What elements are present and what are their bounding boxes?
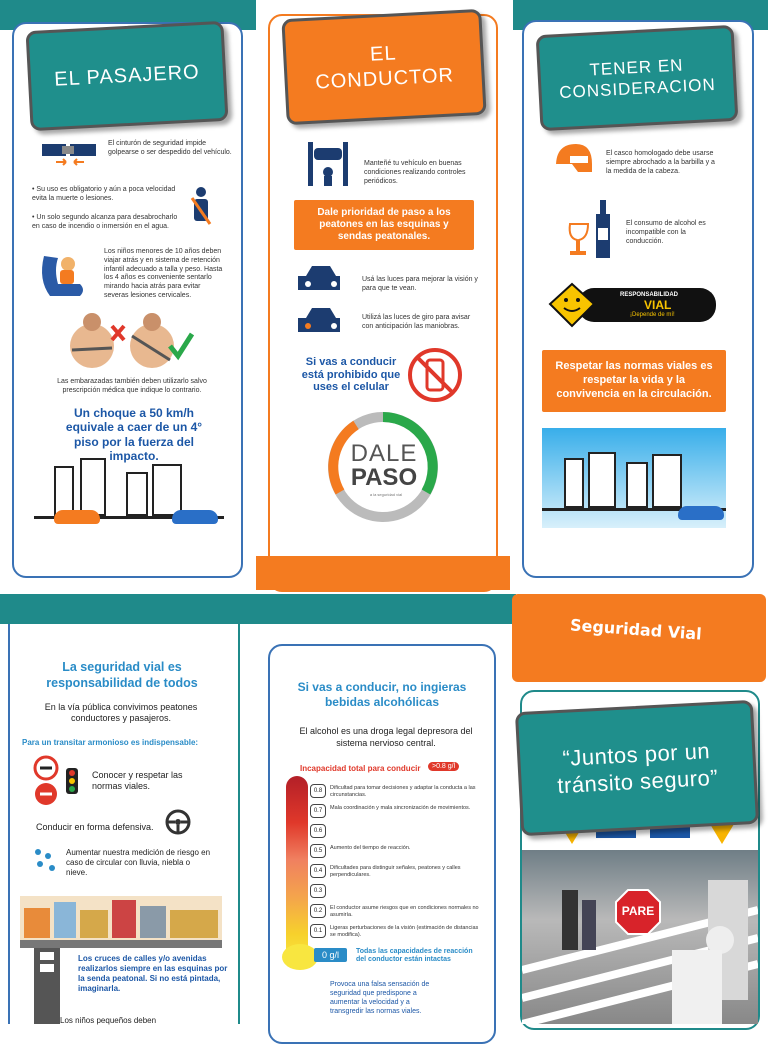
bullet-segundo: • Un solo segundo alcanza para desabrocharlo en caso de incendio o inmersión en el agua. — [32, 214, 178, 230]
rain-drops-icon — [32, 846, 60, 876]
level-badge: 0.7 — [310, 804, 326, 818]
badge-line1: RESPONSABILIDAD — [620, 292, 679, 298]
conductor-title: EL CONDUCTOR — [281, 9, 486, 125]
badge-line2: VIAL — [644, 298, 672, 312]
seatbelt-person-icon — [186, 184, 216, 230]
responsabilidad-badge — [548, 278, 718, 328]
item-normas: Conocer y respetar las normas viales. — [92, 770, 183, 792]
children-partial: Los niños pequeños deben — [60, 1016, 157, 1025]
incap-value: >0.8 g/l — [428, 762, 459, 771]
alcohol-text: El consumo de alcohol es incompatible con la conducción. — [626, 220, 706, 245]
steering-wheel-icon — [164, 808, 192, 836]
child-seat-icon — [34, 248, 94, 300]
level-badge: 0.2 — [310, 904, 326, 918]
badge-line3: ¡Depende de mí! — [630, 312, 675, 318]
todos-heading: La seguridad vial es responsabilidad de todos — [46, 660, 198, 690]
pasajero-title: EL PASAJERO — [26, 21, 229, 131]
logo-small: a la seguridad vial — [369, 492, 403, 497]
helmet-icon — [552, 140, 594, 182]
level-badge: 0.6 — [310, 824, 326, 838]
seatbelt-text: El cinturón de seguridad impide golpearse o ser despedido del vehículo. — [108, 140, 232, 156]
maintenance-text: Manteñé tu vehículo en buenas condiciones realizando controles periódicos. — [364, 160, 466, 185]
incap-label: Incapacidad total para conducir — [300, 764, 421, 773]
todos-subheading: Para un transitar armonioso es indispensable: — [22, 738, 199, 747]
respect-box: Respetar las normas viales es respetar la vida y la convivencia en la circulación. — [542, 350, 726, 412]
pregnant-text: Las embarazadas también deben utilizarlo salvo prescripción médica que indique lo contrario. — [57, 378, 207, 394]
banner-text: Seguridad Vial — [569, 615, 703, 644]
logo-dale: DALE — [350, 440, 418, 467]
zero-text: Todas las capacidades de reacción del conductor están intactas — [356, 948, 473, 964]
phone-text: Si vas a conducir está prohibido que uses el celular — [301, 356, 401, 394]
level-badge: 0.5 — [310, 844, 326, 858]
lights-text: Usá las luces para mejorar la visión y para que te vean. — [362, 276, 478, 292]
zero-circle — [282, 944, 318, 970]
level-badge: 0.4 — [310, 864, 326, 878]
level-badge: 0.8 — [310, 784, 326, 798]
todos-intro: En la vía pública convivimos peatones conductores y pasajeros. — [44, 702, 198, 724]
priority-box: Dale prioridad de paso a los peatones en las esquinas y sendas peatonales. — [294, 200, 474, 250]
car-turn-signal-icon — [298, 304, 344, 338]
city-illustration-1 — [34, 452, 224, 532]
children-text: Los niños menores de 10 años deben viajar atrás y en sistema de retención infantil adecuado a talla y peso. Hasta los 4 años es conveniente sentarlo mirando hacia atrás para evitar severas lesiones cervicales. — [104, 248, 223, 299]
level-text: Aumento del tiempo de reacción. — [330, 845, 411, 851]
conductor-bottom-bar — [256, 556, 510, 590]
logo-paso: PASO — [350, 464, 418, 491]
city-illustration-2 — [542, 428, 726, 528]
level-text: Mala coordinación y mala sincronización de movimientos. — [330, 805, 471, 811]
helmet-text: El casco homologado debe usarse siempre abrochado a la barbilla y a la medida de la cabeza. — [606, 150, 715, 175]
crash-text: Un choque a 50 km/h equivale a caer de un 4° piso por la fuerza del impacto. — [65, 406, 203, 464]
no-phone-icon — [406, 346, 464, 404]
alcohol-footer: Provoca una falsa sensación de seguridad que predispone a aumentar la velocidad y a transgredir las normas viales. — [330, 981, 430, 1016]
mid-divider-line-1 — [238, 594, 240, 1024]
stop-sign-text: PARE — [621, 904, 655, 918]
level-badge: 0.1 — [310, 924, 326, 938]
alcohol-thermometer — [286, 776, 308, 962]
item-defensiva: Conducir en forma defensiva. — [36, 822, 154, 832]
seatbelt-buckle-icon — [40, 138, 100, 168]
zero-label: 0 g/l — [314, 948, 347, 962]
pregnant-correct-icon — [122, 308, 194, 374]
level-text: Ligeras perturbaciones de la visión (estimación de distancias se modifica). — [330, 925, 479, 938]
traffic-signs-icon — [32, 754, 84, 810]
turn-text: Utilizá las luces de giro para avisar con anticipación las maniobras. — [362, 314, 471, 330]
crossing-text: Los cruces de calles y/o avenidas realizarlos siempre en las esquinas por la senda peatonal. Si no está pintada, imaginarla. — [78, 954, 228, 993]
consideracion-title: TENER EN CONSIDERACION — [536, 25, 739, 131]
car-lift-icon — [306, 140, 350, 188]
level-text: Dificultad para tomar decisiones y adaptar la conducta a las circunstancias. — [330, 785, 476, 798]
mid-teal-strip — [0, 594, 516, 624]
level-badge: 0.3 — [310, 884, 326, 898]
level-text: Dificultades para distinguir señales, peatones y calles perpendiculares. — [330, 865, 461, 878]
cover-slogan: “Juntos por un tránsito seguro” — [515, 700, 759, 836]
cover-photo — [522, 850, 758, 1024]
level-text: El conductor asume riesgos que en condiciones normales no asumiría. — [330, 905, 479, 918]
alcohol-heading: Si vas a conducir, no ingieras bebidas alcohólicas — [297, 680, 467, 709]
alcohol-intro: El alcohol es una droga legal depresora del sistema nervioso central. — [299, 726, 473, 748]
wine-bottle-icon — [566, 198, 618, 260]
car-headlights-icon — [298, 262, 344, 296]
item-lluvia: Aumentar nuestra medición de riesgo en caso de circular con lluvia, niebla o nieve. — [66, 848, 211, 877]
bullet-obligatorio: • Su uso es obligatorio y aún a poca velocidad evita la muerte o lesiones. — [32, 186, 176, 202]
